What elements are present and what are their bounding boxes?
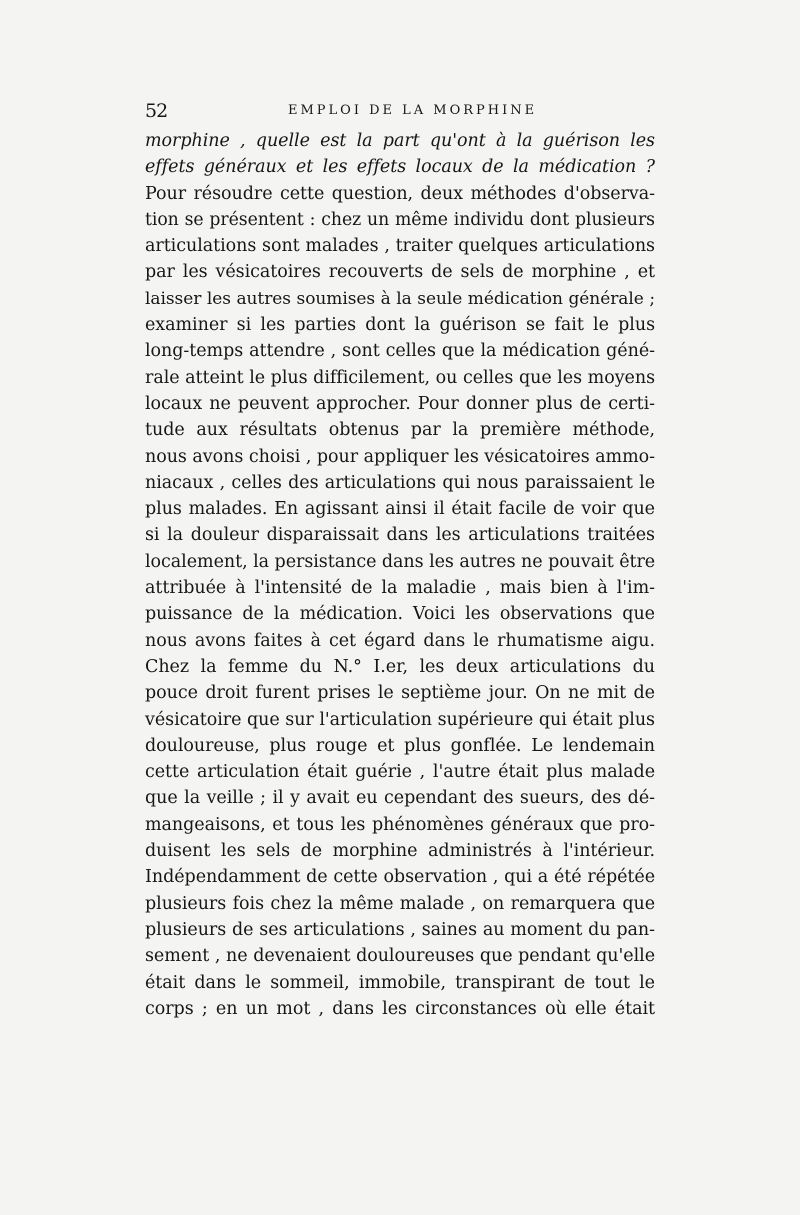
text-line: tude aux résultats obtenus par la première méthode, xyxy=(145,420,655,441)
running-head: EMPLOI DE LA MORPHINE xyxy=(288,103,538,118)
text-line: niacaux , celles des articulations qui nous paraissaient le xyxy=(145,472,655,493)
text-line: mangeaisons, et tous les phénomènes généraux que pro- xyxy=(145,814,655,835)
text-line: corps ; en un mot , dans les circonstances où elle était xyxy=(145,998,655,1019)
text-line: plusieurs fois chez la même malade , on remarquera que xyxy=(145,893,655,914)
text-line: si la douleur disparaissait dans les articulations traitées xyxy=(145,525,655,546)
text-line: plusieurs de ses articulations , saines au moment du pan- xyxy=(145,919,655,940)
text-line: articulations sont malades , traiter quelques articulations xyxy=(145,236,655,257)
text-line: laisser les autres soumises à la seule médication générale ; xyxy=(145,288,655,309)
text-line: long-temps attendre , sont celles que la médication géné- xyxy=(145,341,655,362)
text-line: duisent les sels de morphine administrés à l'intérieur. xyxy=(145,841,655,862)
text-line: sement , ne devenaient douloureuses que pendant qu'elle xyxy=(145,946,655,967)
page-header xyxy=(145,100,655,122)
text-line: morphine , quelle est la part qu'ont à la guérison les xyxy=(145,131,655,151)
text-line: vésicatoire que sur l'articulation supérieure qui était plus xyxy=(145,709,655,730)
text-line: attribuée à l'intensité de la maladie , mais bien à l'im- xyxy=(145,578,655,599)
text-line: rale atteint le plus difficilement, ou celles que les moyens xyxy=(145,367,655,388)
text-line: nous avons choisi , pour appliquer les vésicatoires ammo- xyxy=(145,446,655,467)
text-line: que la veille ; il y avait eu cependant des sueurs, des dé- xyxy=(145,788,655,809)
text-line: nous avons faites à cet égard dans le rhumatisme aigu. xyxy=(145,630,655,651)
text-line: plus malades. En agissant ainsi il était facile de voir que xyxy=(145,499,655,520)
text-line: puissance de la médication. Voici les observations que xyxy=(145,604,655,625)
text-line: douloureuse, plus rouge et plus gonflée. Le lendemain xyxy=(145,735,655,756)
text-line: était dans le sommeil, immobile, transpirant de tout le xyxy=(145,972,655,993)
body-text xyxy=(145,128,655,1022)
text-line: tion se présentent : chez un même individu dont plusieurs xyxy=(145,209,655,230)
text-line: Pour résoudre cette question, deux méthodes d'observa- xyxy=(145,183,655,204)
text-line: locaux ne peuvent approcher. Pour donner plus de certi- xyxy=(145,393,655,414)
text-line: Indépendamment de cette observation , qui a été répétée xyxy=(145,867,655,888)
text-line: par les vésicatoires recouverts de sels de morphine , et xyxy=(145,262,655,283)
page-number: 52 xyxy=(145,100,168,122)
text-line: effets généraux et les effets locaux de la médication ? xyxy=(145,157,655,178)
text-line: examiner si les parties dont la guérison se fait le plus xyxy=(145,315,655,336)
text-line: cette articulation était guérie , l'autre était plus malade xyxy=(145,762,655,783)
text-line: Chez la femme du N.° I.er, les deux articulations du xyxy=(145,656,655,677)
text-line: localement, la persistance dans les autres ne pouvait être xyxy=(145,551,656,572)
text-line: pouce droit furent prises le septième jour. On ne mit de xyxy=(145,683,655,704)
